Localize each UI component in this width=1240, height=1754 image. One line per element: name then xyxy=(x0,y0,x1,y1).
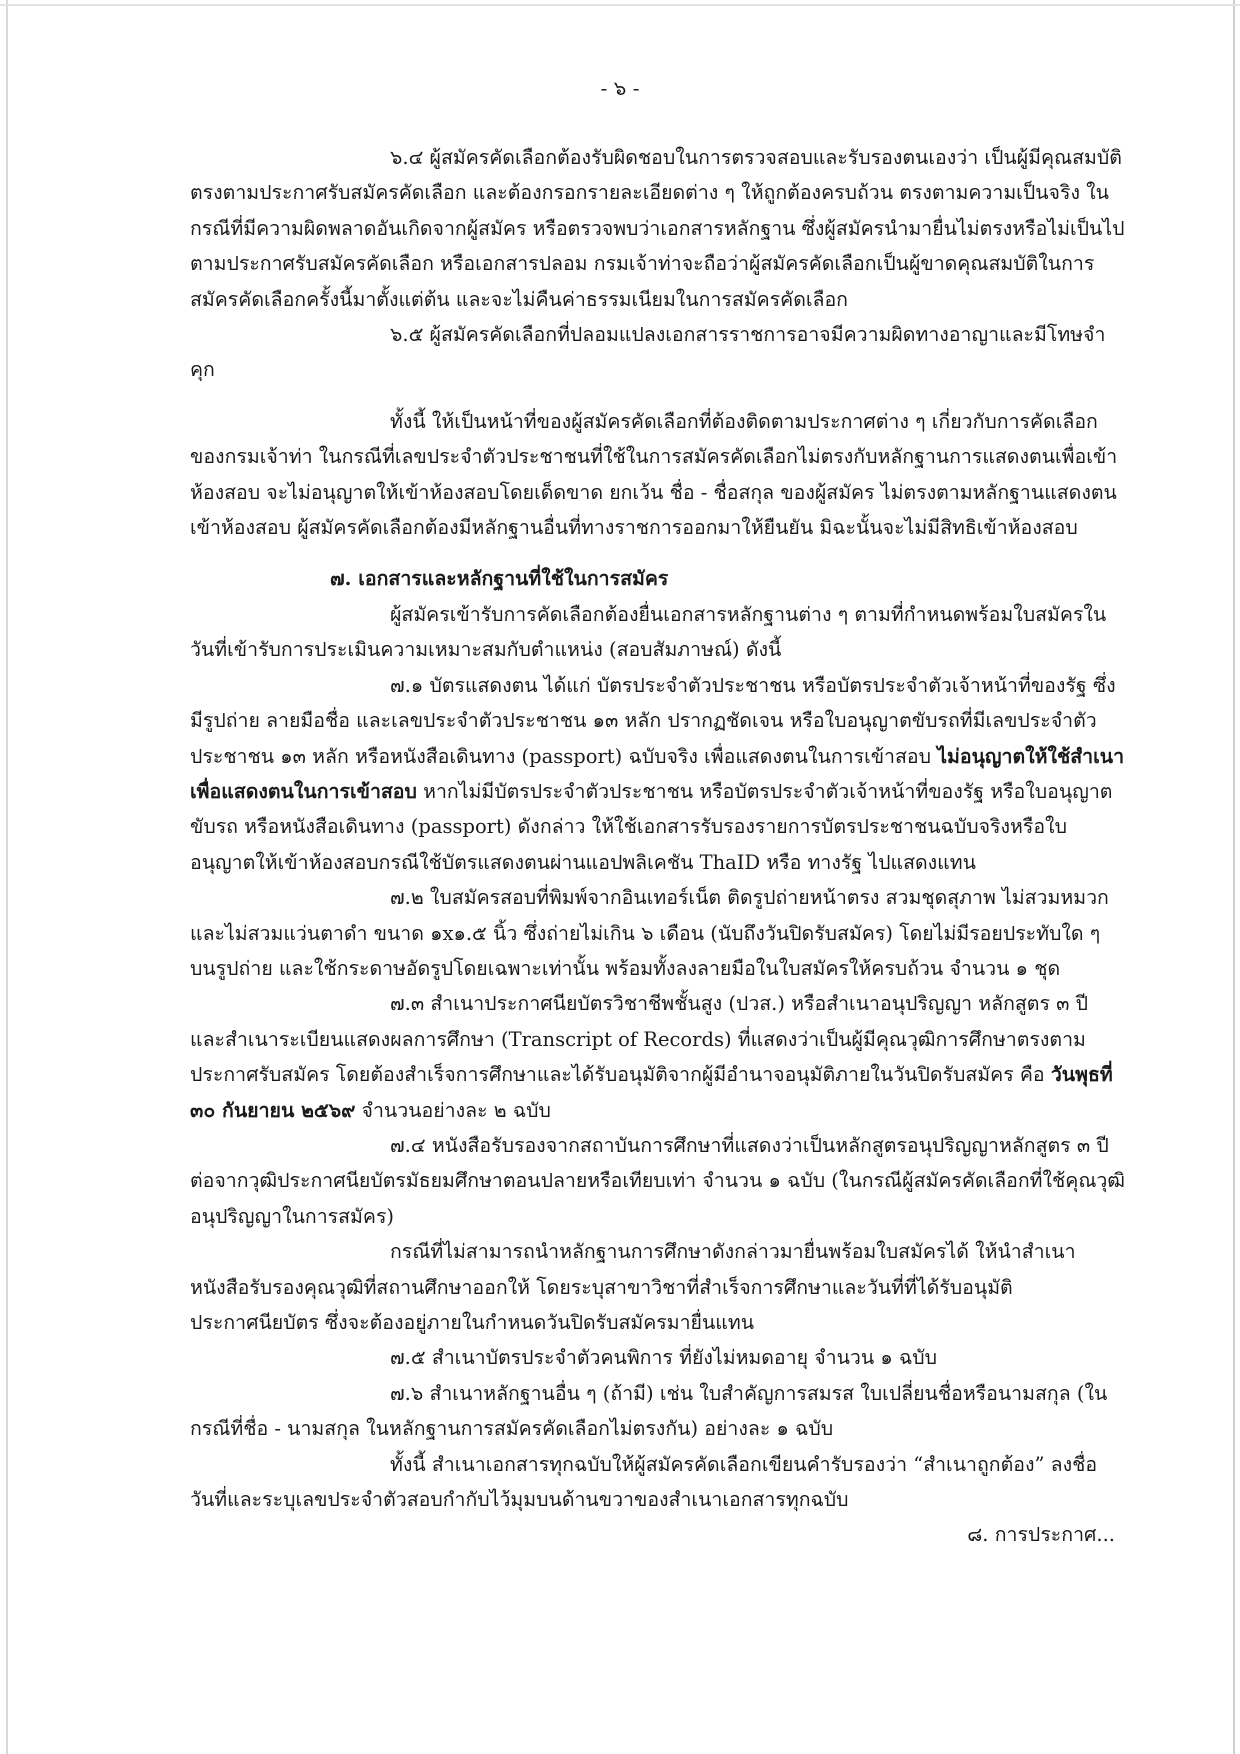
bold-text-run: วันพุธที่ ๓๐ กันยายน ๒๕๖๙ xyxy=(190,1063,1113,1122)
paragraph-6-5: ๖.๕ ผู้สมัครคัดเลือกที่ปลอมแปลงเอกสารราชการอาจมีความผิดทางอาญาและมีโทษจำคุก xyxy=(190,323,1106,382)
paragraph-7-4: ๗.๔ หนังสือรับรองจากสถาบันการศึกษาที่แสดงว่าเป็นหลักสูตรอนุปริญญาหลักสูตร ๓ ปี ต่อจากวุฒิประกาศนียบัตรมัธยมศึกษาตอนปลายหรือเทียบเท่า จำนวน ๑ ฉบับ (ในกรณีผู้สมัครคัดเลือกที่ใช้คุณวุฒิอนุปริญญาในการสมัคร) xyxy=(190,1133,1125,1228)
page-number: - ๖ - xyxy=(600,76,640,100)
text-run: จำนวนอย่างละ ๒ ฉบับ xyxy=(355,1098,551,1122)
paragraph-note: ทั้งนี้ ให้เป็นหน้าที่ของผู้สมัครคัดเลือกที่ต้องติดตามประกาศต่าง ๆ เกี่ยวกับการคัดเลือกของกรมเจ้าท่า ในกรณีที่เลขประจำตัวประชาชนที่ใช้ในการสมัครคัดเลือกไม่ตรงกับหลักฐานการแสดงตนเพื่อเข้าห้องสอบ จะไม่อนุญาตให้เข้าห้องสอบโดยเด็ดขาด ยกเว้น ชื่อ - ชื่อสกุล ของผู้สมัคร ไม่ตรงตามหลักฐานแสดงตนเข้าห้องสอบ ผู้สมัครคัดเลือกต้องมีหลักฐานอื่นที่ทางราชการออกมาให้ยืนยัน มิฉะนั้นจะไม่มีสิทธิเข้าห้องสอบ xyxy=(190,409,1118,540)
bold-text-run: ไม่อนุญาตให้ใช้สำเนาเพื่อแสดงตนในการเข้าสอบ xyxy=(190,744,1125,803)
paragraph-7-1 xyxy=(190,668,1125,880)
text-run: ๗.๑ บัตรแสดงตน ได้แก่ บัตรประจำตัวประชาชน หรือบัตรประจำตัวเจ้าหน้าที่ของรัฐ ซึ่งมีรูปถ่าย ลายมือชื่อ และเลขประจำตัวประชาชน ๑๓ หลัก ปรากฏชัดเจน หรือใบอนุญาตขับรถที่มีเลขประจำตัวประชาชน ๑๓ หลัก หรือหนังสือเดินทาง (passport) ฉบับจริง เพื่อแสดงตนในการเข้าสอบ xyxy=(190,673,1116,768)
scan-edge xyxy=(6,0,8,1754)
scan-edge xyxy=(0,4,1240,6)
section-7-heading: ๗. เอกสารและหลักฐานที่ใช้ในการสมัคร xyxy=(330,567,669,591)
document-body xyxy=(190,140,1125,1553)
paragraph-6-4: ๖.๔ ผู้สมัครคัดเลือกต้องรับผิดชอบในการตรวจสอบและรับรองตนเองว่า เป็นผู้มีคุณสมบัติตรงตามประกาศรับสมัครคัดเลือก และต้องกรอกรายละเอียดต่าง ๆ ให้ถูกต้องครบถ้วน ตรงตามความเป็นจริง ในกรณีที่มีความผิดพลาดอันเกิดจากผู้สมัคร หรือตรวจพบว่าเอกสารหลักฐาน ซึ่งผู้สมัครนำมายื่นไม่ตรงหรือไม่เป็นไปตามประกาศรับสมัครคัดเลือก หรือเอกสารปลอม กรมเจ้าท่าจะถือว่าผู้สมัครคัดเลือกเป็นผู้ขาดคุณสมบัติในการสมัครคัดเลือกครั้งนี้มาตั้งแต่ต้น และจะไม่คืนค่าธรรมเนียมในการสมัครคัดเลือก xyxy=(190,146,1125,311)
paragraph-7-5: ๗.๕ สำเนาบัตรประจำตัวคนพิการ ที่ยังไม่หมดอายุ จำนวน ๑ ฉบับ xyxy=(390,1346,938,1370)
section-7-intro: ผู้สมัครเข้ารับการคัดเลือกต้องยื่นเอกสารหลักฐานต่าง ๆ ตามที่กำหนดพร้อมใบสมัครในวันที่เข้ารับการประเมินความเหมาะสมกับตำแหน่ง (สอบสัมภาษณ์) ดังนี้ xyxy=(190,602,1107,662)
scan-edge xyxy=(1233,0,1235,1754)
paragraph-7-6: ๗.๖ สำเนาหลักฐานอื่น ๆ (ถ้ามี) เช่น ใบสำคัญการสมรส ใบเปลี่ยนชื่อหรือนามสกุล (ในกรณีที่ชื่อ - นามสกุล ในหลักฐานการสมัครคัดเลือกไม่ตรงกัน) อย่างละ ๑ ฉบับ xyxy=(190,1381,1108,1441)
paragraph-7-4-note: กรณีที่ไม่สามารถนำหลักฐานการศึกษาดังกล่าวมายื่นพร้อมใบสมัครได้ ให้นำสำเนาหนังสือรับรองคุณวุฒิที่สถานศึกษาออกให้ โดยระบุสาขาวิชาที่สำเร็จการศึกษาและวันที่ที่ได้รับอนุมัติประกาศนียบัตร ซึ่งจะต้องอยู่ภายในกำหนดวันปิดรับสมัครมายื่นแทน xyxy=(190,1240,1076,1334)
paragraph-7-2: ๗.๒ ใบสมัครสอบที่พิมพ์จากอินเทอร์เน็ต ติดรูปถ่ายหน้าตรง สวมชุดสุภาพ ไม่สวมหมวกและไม่สวมแว่นตาดำ ขนาด ๑x๑.๕ นิ้ว ซึ่งถ่ายไม่เกิน ๖ เดือน (นับถึงวันปิดรับสมัคร) โดยไม่มีรอยประทับใด ๆ บนรูปถ่าย และใช้กระดาษอัดรูปโดยเฉพาะเท่านั้น พร้อมทั้งลงลายมือในใบสมัครให้ครบถ้วน จำนวน ๑ ชุด xyxy=(190,886,1109,980)
next-page-marker: ๘. การประกาศ... xyxy=(967,1523,1115,1547)
paragraph-7-3 xyxy=(190,986,1125,1128)
text-run: ๗.๓ สำเนาประกาศนียบัตรวิชาชีพชั้นสูง (ปวส.) หรือสำเนาอนุปริญญา หลักสูตร ๓ ปี และสำเนาระเบียนแสดงผลการศึกษา (Transcript of Records) ที่แสดงว่าเป็นผู้มีคุณวุฒิการศึกษาตรงตามประกาศรับสมัคร โดยต้องสำเร็จการศึกษาและได้รับอนุมัติจากผู้มีอำนาจอนุมัติภายในวันปิดรับสมัคร คือ xyxy=(190,992,1089,1087)
paragraph-final: ทั้งนี้ สำเนาเอกสารทุกฉบับให้ผู้สมัครคัดเลือกเขียนคำรับรองว่า “สำเนาถูกต้อง” ลงชื่อ วันที่และระบุเลขประจำตัวสอบกำกับไว้มุมบนด้านขวาของสำเนาเอกสารทุกฉบับ xyxy=(190,1452,1098,1512)
text-run: หากไม่มีบัตรประจำตัวประชาชน หรือบัตรประจำตัวเจ้าหน้าที่ของรัฐ หรือใบอนุญาตขับรถ หรือหนังสือเดินทาง (passport) ดังกล่าว ให้ใช้เอกสารรับรองรายการบัตรประชาชนฉบับจริงหรือใบอนุญาตให้เข้าห้องสอบกรณีใช้บัตรแสดงตนผ่านแอปพลิเคชัน ThaID หรือ ทางรัฐ ไปแสดงแทน xyxy=(190,779,1113,874)
